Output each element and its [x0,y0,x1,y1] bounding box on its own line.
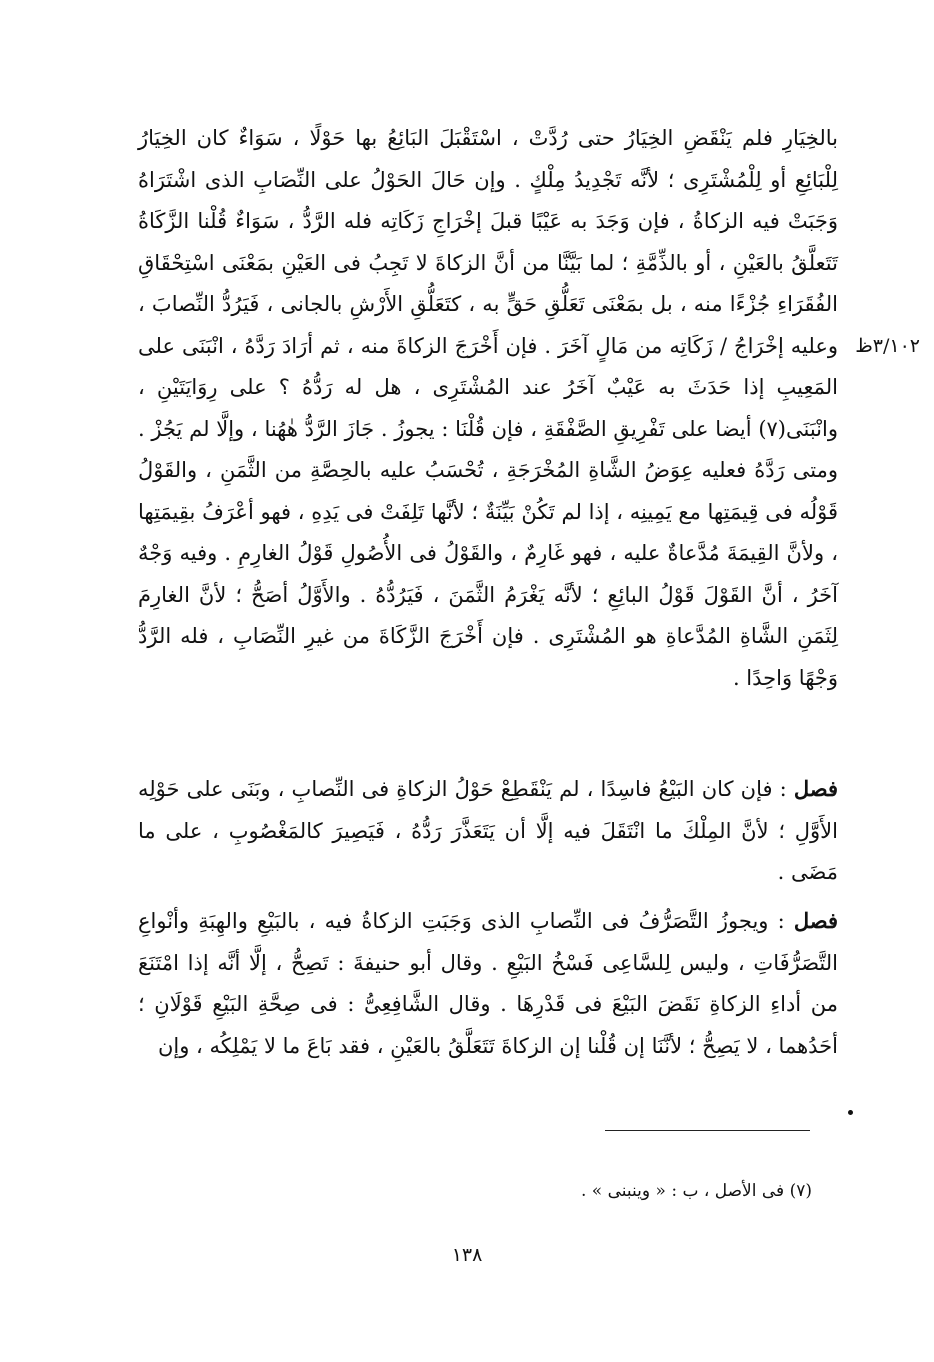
footnote-divider [605,1130,810,1131]
paragraph-fasl-2 [138,900,838,1067]
margin-dot [848,1110,853,1115]
section-body: : ويجوزُ التَّصَرُّفُ فى النِّصابِ الذى وَجَبَتِ الزكاةُ فيه ، بالبَيْعِ والهِبَةِ وأنْواعِ التَّصَرُّفَاتِ ، وليس لِلسَّاعِى فَسْخُ البَيْعِ . وقال أبو حنيفةَ : تَصِحُّ ، إلَّا أنَّه إذا امْتَنَعَ من أداءِ الزكاةِ نَقَضَ البَيْعَ فى قَدْرِهَا . وقال الشَّافِعِىُّ : فى صِحَّةِ البَيْعِ قَوْلَانِ ؛ أحَدُهما ، لا يَصِحُّ ؛ لأنَّنَا إن قُلْنا إن الزكاةَ تَتَعَلَّقُ بالعَيْنِ ، فقد بَاعَ ما لا يَمْلِكُه ، وإن [138,909,838,1058]
page-number: ١٣٨ [451,1244,483,1266]
paragraph-fasl-1 [138,768,838,894]
margin-folio-reference: ٣/١٠٢ظ [855,335,920,357]
section-heading: فصل [793,908,838,933]
footnote: (٧) فى الأصل ، ب : « وينبنى » . [581,1181,812,1201]
paragraph-main: بالخِيَارِ فلم يَنْقَضِ الخِيَارُ حتى رُدَّتْ ، اسْتَقْبَلَ البَائِعُ بها حَوْلًا ، سَوَاءٌ كان الخِيَارُ لِلْبَائِعِ أو لِلْمُشْتَرِى ؛ لأنَّه تَجْدِيدُ مِلْكٍ . وإن حَالَ الحَوْلُ على النِّصَابِ الذى اشْتَرَاهُ وَجَبَتْ فيه الزكاةُ ، فإن وَجَدَ به عَيْبًا قبلَ إخْرَاجِ زَكَاتِه فله الرَّدُّ ، سَوَاءٌ قُلْنا الزَّكَاةُ تَتَعلَّقُ بالعَيْنِ ، أو بالذِّمَّةِ ؛ لما بَيَّنَّا من أنَّ الزكاةَ لا تَجِبُ فى العَيْنِ بمَعْنَى اسْتِحْقَاقِ الفُقَرَاءِ جُزْءًا منه ، بل بمَعْنَى تَعَلُّقِ حَقٍّ به ، كتَعَلُّقِ الأَرْشِ بالجانى ، فَيَرُدُّ النِّصابَ ، وعليه إخْرَاجُ / زَكَاتِه من مَالٍ آخَرَ . فإن أَخْرَجَ الزكاةَ منه ، ثم أرَادَ رَدَّهُ ، انْبَنَى على المَعِيبِ إذا حَدَثَ به عَيْبٌ آخَرُ عند المُشْتَرِى ، هل له رَدُّهُ ؟ على رِوَايَتَيْنِ ، وانْبَنَى(٧) أيضا على تَفْرِيقِ الصَّفْقَةِ ، فإن قُلْنَا : يجوزُ . جَازَ الرَّدُّ هٰهُنا ، وإلَّا لم يَجُزْ . ومتى رَدَّهُ فعليه عِوَضُ الشَّاةِ المُخْرَجَةِ ، تُحْسَبُ عليه بالحِصَّةِ من الثَّمَنِ ، والقَوْلُ قَوْلُه فى قِيمَتِها مع يَمِينِه ، إذا لم تَكُنْ بَيِّنَةٌ ؛ لأنَّها تَلِفَتْ فى يَدِهِ ، فهو أعْرَفُ بقِيمَتِها ، ولأنَّ القِيمَةَ مُدَّعاةٌ عليه ، فهو غَارِمٌ ، والقَوْلُ فى الأُصُولِ قَوْلُ الغارِمِ . وفيه وَجْهٌ آخَرُ ، أنَّ القَوْلَ قَوْلُ البائِعِ ؛ لأنَّه يَغْرَمُ الثَّمَنَ ، فَيَرُدُّهُ . والأَوَّلُ أصَحُّ ؛ لأنَّ الغارِمَ لِثَمَنِ الشَّاةِ المُدَّعاةِ هو المُشْتَرِى . فإن أَخْرَجَ الزَّكَاةَ من غيرِ النِّصَابِ ، فله الرَّدُّ وَجْهًا وَاحِدًا . [138,126,838,690]
section-body: : فإن كان البَيْعُ فاسِدًا ، لم يَنْقَطِعْ حَوْلُ الزكاةِ فى النِّصابِ ، وبَنَى على حَوْلِه الأَوَّلِ ؛ لأنَّ المِلْكَ ما انْتَقَلَ فيه إلَّا أن يَتَعَذَّرَ رَدُّهُ ، فَيَصِيرَ كالمَغْصُوبِ ، على ما مَضَى . [138,777,838,884]
section-heading: فصل [793,776,838,801]
